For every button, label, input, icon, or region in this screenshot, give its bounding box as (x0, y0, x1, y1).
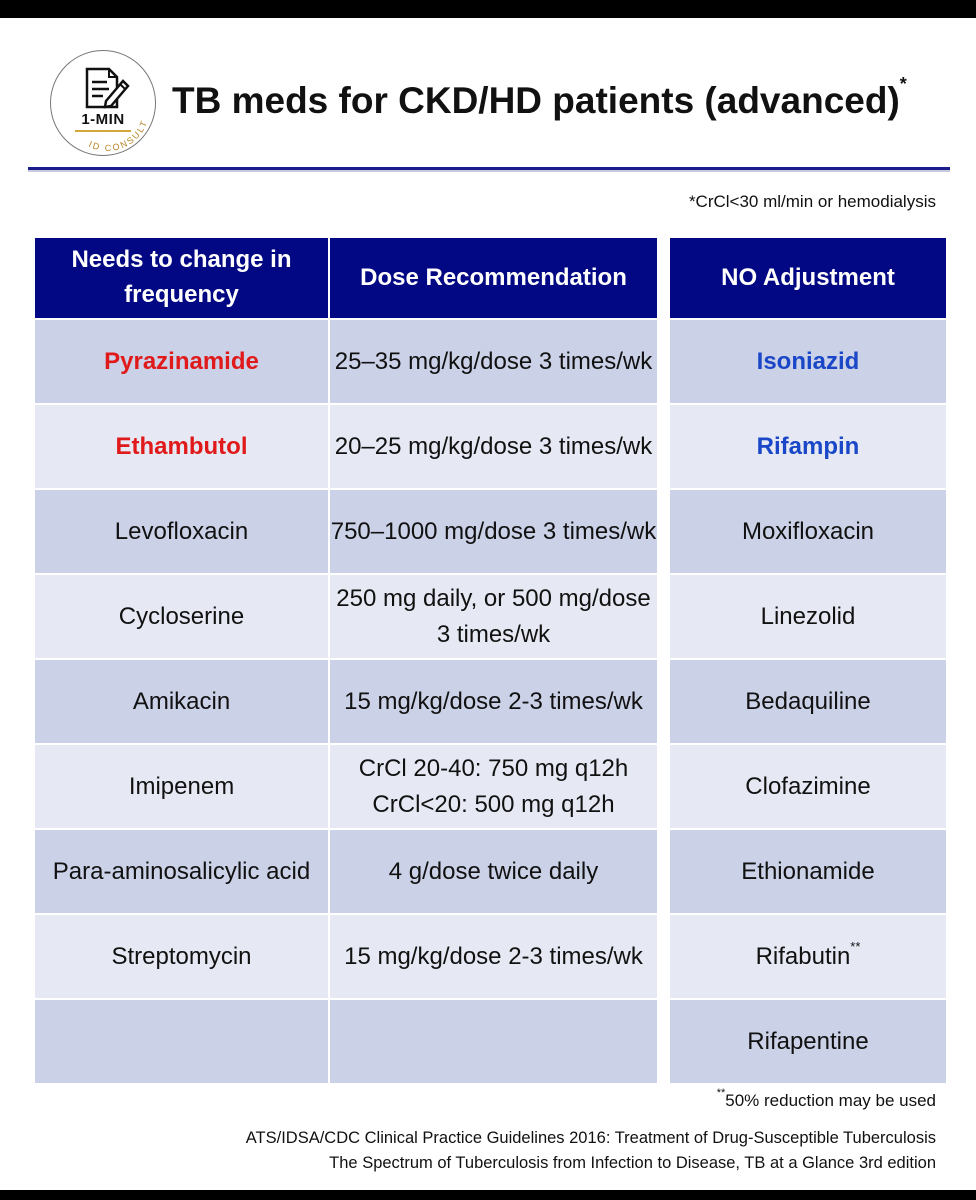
drug-cell: Rifampin (670, 405, 946, 488)
drug-cell: Imipenem (35, 745, 328, 828)
infographic-page (0, 18, 976, 1190)
dose-cell: 4 g/dose twice daily (330, 830, 657, 913)
title-divider-shadow (28, 170, 950, 172)
footnote-marker: ** (716, 1087, 726, 1099)
empty-cell (330, 1000, 657, 1083)
header-dose: Dose Recommendation (330, 238, 657, 318)
header-no-adjustment: NO Adjustment (670, 238, 946, 318)
table-row (35, 915, 657, 998)
table-row (35, 830, 657, 913)
table-row (35, 405, 657, 488)
drug-name: Rifabutin (755, 942, 851, 970)
empty-cell (35, 1000, 328, 1083)
drug-cell: Amikacin (35, 660, 328, 743)
reference-line: ATS/IDSA/CDC Clinical Practice Guidelines 2016: Treatment of Drug-Susceptible Tuberculosis (245, 1129, 936, 1147)
drug-cell: Moxifloxacin (670, 490, 946, 573)
drug-cell: Linezolid (670, 575, 946, 658)
dose-cell: 25–35 mg/kg/dose 3 times/wk (330, 320, 657, 403)
footnote-text: 50% reduction may be used (725, 1091, 936, 1110)
frequency-change-table (33, 236, 659, 1085)
drug-cell: Cycloserine (35, 575, 328, 658)
page-title (172, 74, 907, 122)
no-adjustment-table (668, 236, 948, 1085)
dose-cell: 20–25 mg/kg/dose 3 times/wk (330, 405, 657, 488)
drug-cell: Ethionamide (670, 830, 946, 913)
logo-text: 1-MIN (81, 111, 125, 128)
footnote-marker: ** (850, 938, 861, 954)
table-row (35, 660, 657, 743)
drug-cell: Pyrazinamide (35, 320, 328, 403)
footnote (716, 1087, 936, 1111)
dose-cell: 15 mg/kg/dose 2-3 times/wk (330, 660, 657, 743)
reference-line: The Spectrum of Tuberculosis from Infection to Disease, TB at a Glance 3rd edition (329, 1154, 936, 1172)
svg-text:ID CONSULT: ID CONSULT (87, 117, 150, 154)
logo-arc-text (51, 51, 155, 155)
drug-cell: Rifapentine (670, 1000, 946, 1083)
table-row (35, 575, 657, 658)
crcl-note: *CrCl<30 ml/min or hemodialysis (688, 192, 936, 211)
drug-cell: Para-aminosalicylic acid (35, 830, 328, 913)
title-asterisk: * (899, 74, 907, 94)
dose-cell: 250 mg daily, or 500 mg/dose 3 times/wk (330, 575, 657, 658)
table-row-empty (35, 1000, 657, 1083)
drug-cell: Isoniazid (670, 320, 946, 403)
dose-cell: 15 mg/kg/dose 2-3 times/wk (330, 915, 657, 998)
dose-cell: 750–1000 mg/dose 3 times/wk (330, 490, 657, 573)
title-text: TB meds for CKD/HD patients (advanced) (172, 80, 900, 121)
dose-line: CrCl 20-40: 750 mg q12h (358, 754, 629, 782)
table-row (35, 320, 657, 403)
drug-cell: Bedaquiline (670, 660, 946, 743)
drug-cell: Levofloxacin (35, 490, 328, 573)
drug-cell: Streptomycin (35, 915, 328, 998)
dose-line: CrCl<20: 500 mg q12h (372, 790, 615, 818)
drug-cell: Clofazimine (670, 745, 946, 828)
logo (50, 50, 156, 156)
table-row (35, 745, 657, 828)
header-needs-change: Needs to change in frequency (35, 238, 328, 318)
drug-cell (670, 915, 946, 998)
drug-cell: Ethambutol (35, 405, 328, 488)
dose-cell (330, 745, 657, 828)
table-row (35, 490, 657, 573)
